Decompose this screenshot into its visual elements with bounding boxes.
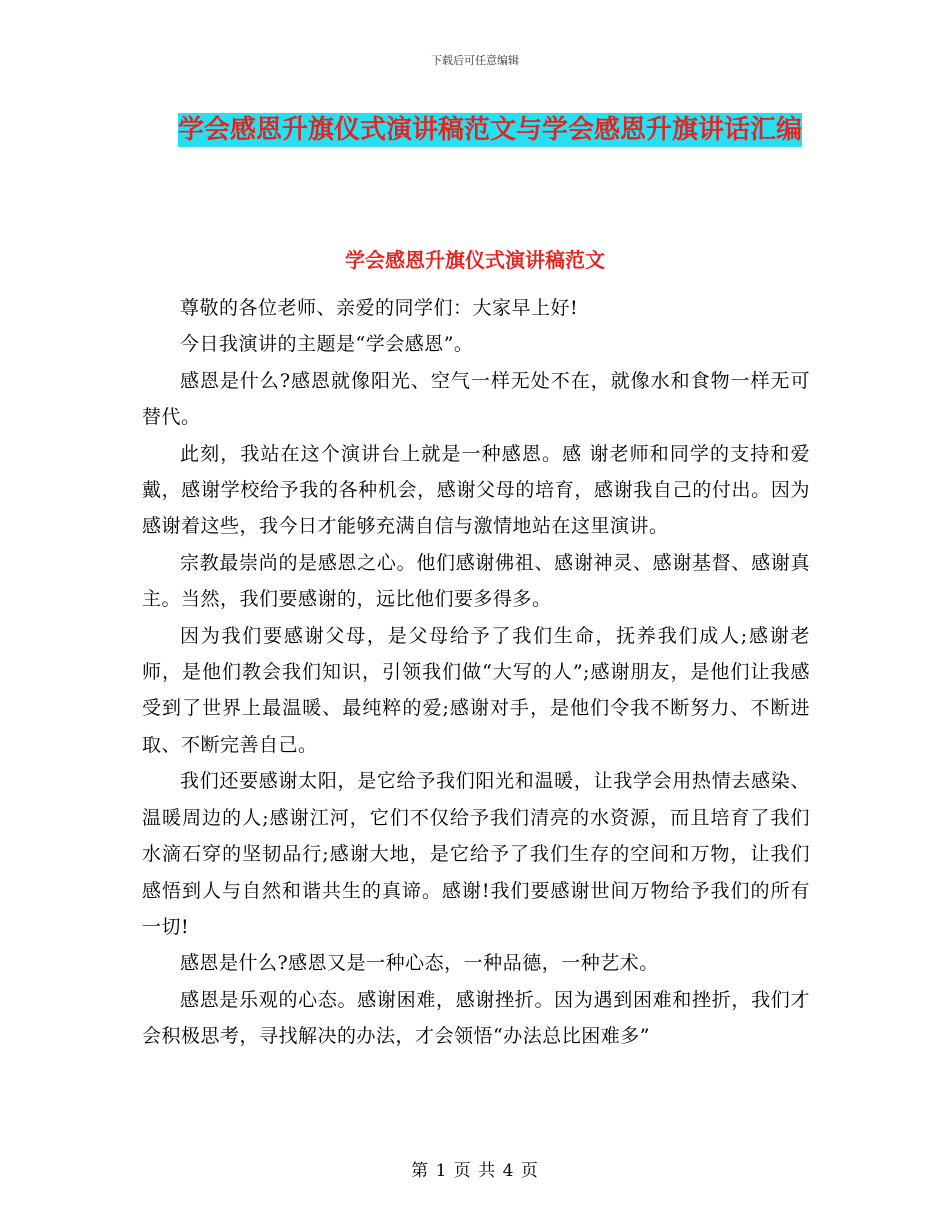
page-footer: 第 1 页 共 4 页 — [411, 1161, 539, 1181]
body-text — [142, 290, 810, 1055]
paragraph: 感恩是什么?感恩就像阳光、空气一样无处不在，就像水和食物一样无可替代。 — [142, 369, 810, 429]
paragraph: 感恩是乐观的心态。感谢困难，感谢挫折。因为遇到困难和挫折，我们才会积极思考，寻找解决的办法，才会领悟“办法总比困难多” — [142, 988, 810, 1048]
paragraph: 感恩是什么?感恩又是一种心态，一种品德，一种艺术。 — [180, 952, 659, 975]
paragraph: 宗教最崇尚的是感恩之心。他们感谢佛祖、感谢神灵、感谢基督、感谢真主。当然，我们要感谢的，远比他们要多得多。 — [142, 551, 810, 611]
section-title: 学会感恩升旗仪式演讲稿范文 — [345, 248, 605, 272]
paragraph: 此刻，我站在这个演讲台上就是一种感恩。感 谢老师和同学的支持和爱戴，感谢学校给予我的各种机会，感谢父母的培育，感谢我自己的付出。因为感谢着这些，我今日才能够充满自信与激情地站在这里演讲。 — [142, 442, 810, 538]
paragraph: 尊敬的各位老师、亲爱的同学们：大家早上好! — [180, 297, 579, 319]
document-title — [150, 106, 830, 154]
header-note: 下载后可任意编辑 — [431, 54, 519, 67]
document-title-text: 学会感恩升旗仪式演讲稿范文与学会感恩升旗讲话汇编 — [177, 115, 802, 145]
paragraph: 我们还要感谢太阳，是它给予我们阳光和温暖，让我学会用热情去感染、温暖周边的人;感谢江河，它们不仅给予我们清亮的水资源，而且培育了我们水滴石穿的坚韧品行;感谢大地，是它给予了我们生存的空间和万物，让我们感悟到人与自然和谐共生的真谛。感谢!我们要感谢世间万物给予我们的所有一切! — [142, 770, 810, 938]
paragraph: 因为我们要感谢父母，是父母给予了我们生命，抚养我们成人;感谢老师，是他们教会我们知识，引领我们做“大写的人”;感谢朋友，是他们让我感受到了世界上最温暖、最纯粹的爱;感谢对手，是他们令我不断努力、不断进取、不断完善自己。 — [142, 624, 810, 756]
paragraph: 今日我演讲的主题是“学会感恩”。 — [180, 333, 474, 356]
